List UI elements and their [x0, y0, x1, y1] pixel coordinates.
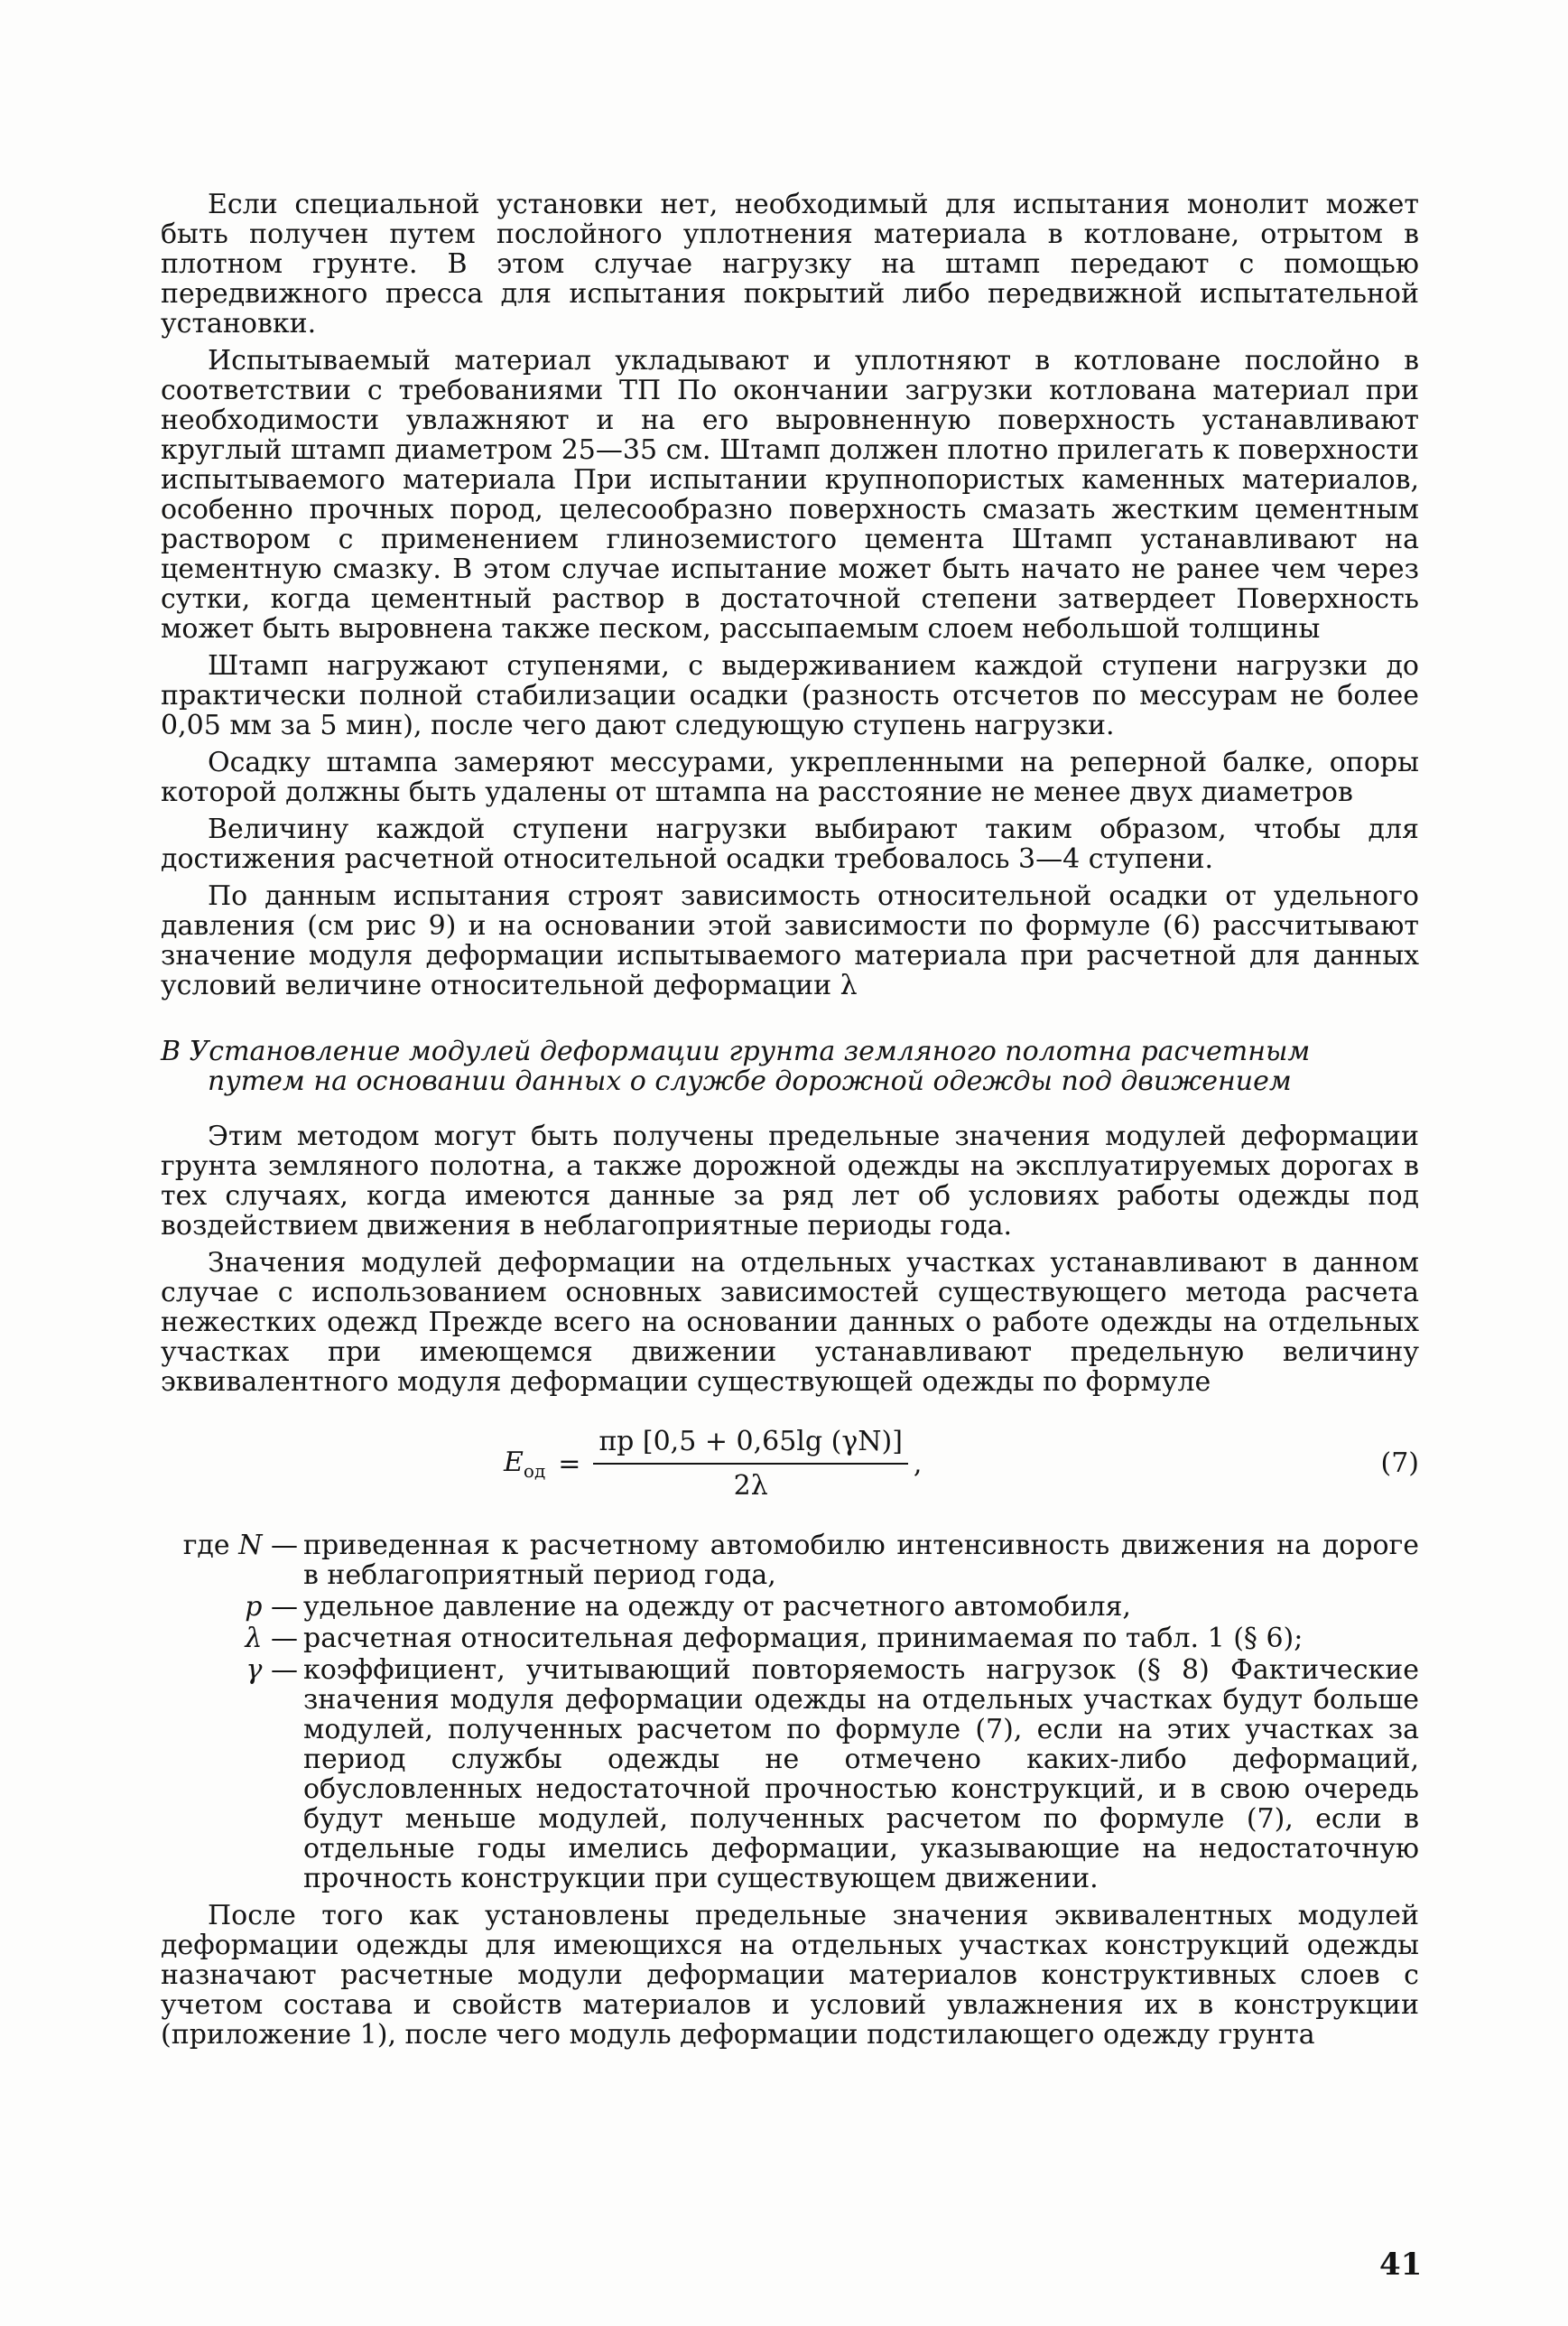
definition-symbol: N	[238, 1530, 263, 1561]
definition-text: расчетная относительная деформация, принимаемая по табл. 1 (§ 6);	[303, 1623, 1304, 1654]
formula-numerator: πp [0,5 + 0,65lg (γN)]	[593, 1426, 908, 1465]
section-heading-line-1: В Установление модулей деформации грунта земляного полотна расчетным	[161, 1036, 1311, 1067]
section-heading	[161, 1037, 1419, 1096]
definition-symbol: p	[245, 1591, 263, 1623]
section-heading-line-2: путем на основании данных о службе дорожной одежды под движением	[208, 1065, 1292, 1097]
definition-text: удельное давление на одежду от расчетного автомобиля,	[303, 1591, 1131, 1623]
definition-text: приведенная к расчетному автомобилю интенсивность движения на дороге в неблагоприятный период года,	[303, 1530, 1419, 1591]
formula-comma: ,	[913, 1447, 923, 1480]
equation-number: (7)	[1380, 1447, 1419, 1479]
paragraph: Если специальной установки нет, необходимый для испытания монолит может быть получен путем послойного уплотнения материала в котловане, отрытом в плотном грунте. В этом случае нагрузку на штамп передают с помощью передвижного пресса для испытания покрытий либо передвижной испытательной установки.	[161, 189, 1419, 340]
formula-block	[161, 1410, 1419, 1518]
formula-fraction	[593, 1426, 908, 1502]
paragraph: По данным испытания строят зависимость относительной осадки от удельного давления (см рис 9) и на основании этой зависимости по формуле (6) рассчитывают значение модуля деформации испытываемого материала при расчетной для данных условий величине относительной деформации λ	[161, 880, 1419, 1001]
paragraph: Осадку штампа замеряют мессурами, укрепленными на реперной балке, опоры которой должны быть удалены от штампа на расстояние не менее двух диаметров	[161, 747, 1419, 808]
paragraph: Испытываемый материал укладывают и уплотняют в котловане послойно в соответствии с требованиями ТП По окончании загрузки котлована материал при необходимости увлажняют и на его выровненную поверхность устанавливают круглый штамп диаметром 25—35 см. Штамп должен плотно прилегать к поверхности испытываемого материала При испытании крупнопористых каменных материалов, особенно прочных пород, целесообразно поверхность смазать жестким цементным раствором с применением глиноземистого цемента Штамп устанавливают на цементную смазку. В этом случае испытание может быть начато не ранее чем через сутки, когда цементный раствор в достаточной степени затвердеет Поверхность может быть выровнена также песком, рассыпаемым слоем небольшой толщины	[161, 345, 1419, 645]
paragraph: После того как установлены предельные значения эквивалентных модулей деформации одежды для имеющихся на отдельных участках конструкций одежды назначают расчетные модули деформации материалов конструктивных слоев с учетом состава и свойств материалов и условий увлажнения их в конструкции (приложение 1), после чего модуль деформации подстилающего одежду грунта	[161, 1900, 1419, 2051]
formula-lhs: $E_{од}$	[504, 1446, 546, 1482]
definition-item: где N — приведенная к расчетному автомобилю интенсивность движения на дороге в неблагоприятный период года,	[182, 1530, 1419, 1591]
page-number: 41	[1379, 2247, 1423, 2283]
definition-text: коэффициент, учитывающий повторяемость нагрузок (§ 8) Фактические значения модуля деформации одежды на отдельных участках будут больше модулей, полученных расчетом по формуле (7), если на этих участках за период службы одежды не отмечено каких-либо деформаций, обусловленных недостаточной прочностью конструкций, и в свою очередь будут меньше модулей, полученных расчетом по формуле (7), если в отдельные годы имелись деформации, указывающие на недостаточную прочность конструкции при существующем движении.	[303, 1654, 1419, 1894]
definition-item: p — удельное давление на одежду от расчетного автомобиля,	[161, 1592, 1419, 1622]
definition-item: γ — коэффициент, учитывающий повторяемость нагрузок (§ 8) Фактические значения модуля деформации одежды на отдельных участках будут больше модулей, полученных расчетом по формуле (7), если на этих участках за период службы одежды не отмечено каких-либо деформаций, обусловленных недостаточной прочностью конструкций, и в свою очередь будут меньше модулей, полученных расчетом по формуле (7), если в отдельные годы имелись деформации, указывающие на недостаточную прочность конструкции при существующем движении.	[246, 1654, 1419, 1894]
paragraph: Этим методом могут быть получены предельные значения модулей деформации грунта земляного полотна, а также дорожной одежды на эксплуатируемых дорогах в тех случаях, когда имеются данные за ряд лет об условиях работы одежды под воздействием движения в неблагоприятные периоды года.	[161, 1121, 1419, 1242]
page-content	[161, 190, 1419, 2057]
definition-symbol: λ	[245, 1623, 263, 1654]
symbol-definitions	[161, 1531, 1419, 1893]
formula-lhs-subscript: од	[523, 1459, 546, 1482]
paragraph: Значения модулей деформации на отдельных участках устанавливают в данном случае с использованием основных зависимостей существующего метода расчета нежестких одежд Прежде всего на основании данных о работе одежды на отдельных участках при имеющемся движении устанавливают предельную величину эквивалентного модуля деформации существующей одежды по формуле	[161, 1247, 1419, 1398]
paragraph: Штамп нагружают ступенями, с выдерживанием каждой ступени нагрузки до практически полной стабилизации осадки (разность отсчетов по мессурам не более 0,05 мм за 5 мин), после чего дают следующую ступень нагрузки.	[161, 650, 1419, 741]
definition-item: λ — расчетная относительная деформация, принимаемая по табл. 1 (§ 6);	[161, 1624, 1419, 1653]
formula-7	[504, 1426, 922, 1502]
paragraph: Величину каждой ступени нагрузки выбирают таким образом, чтобы для достижения расчетной относительной осадки требовалось 3—4 ступени.	[161, 814, 1419, 875]
definition-symbol: γ	[246, 1654, 263, 1686]
formula-denominator: 2λ	[733, 1470, 768, 1502]
formula-equals: =	[558, 1447, 581, 1480]
